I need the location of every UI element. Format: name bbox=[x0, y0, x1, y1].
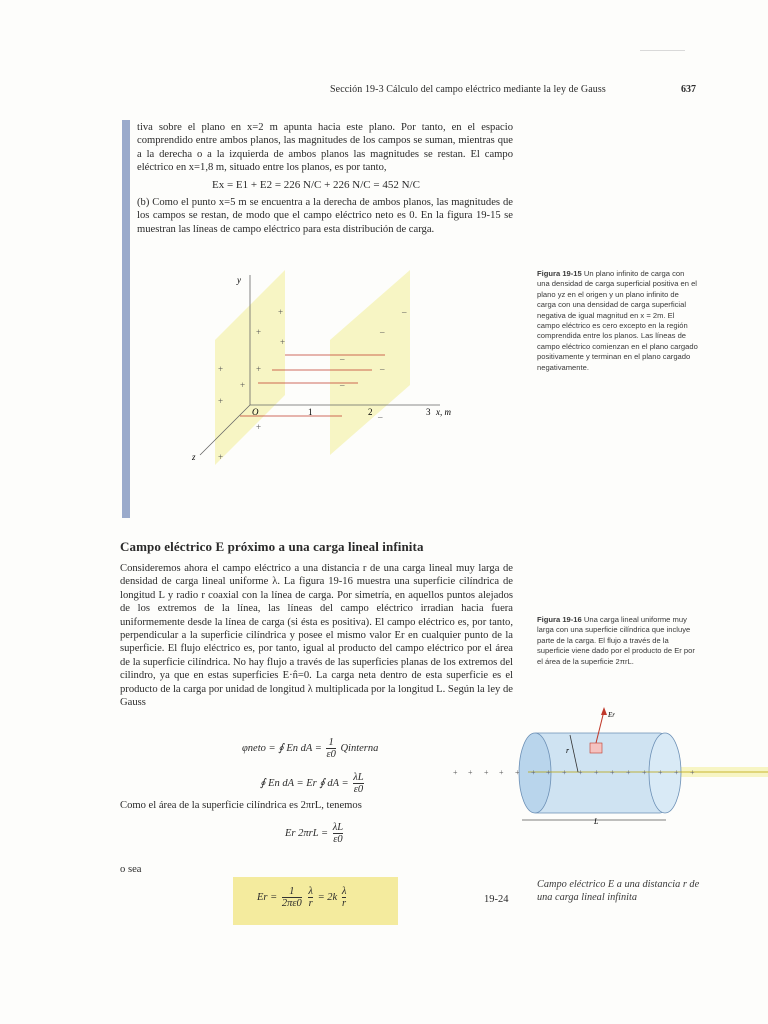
area-eq-lhs: Er 2πrL = bbox=[285, 827, 329, 839]
svg-text:+: + bbox=[658, 768, 663, 777]
tick-1: 1 bbox=[308, 407, 313, 417]
svg-text:–: – bbox=[340, 380, 345, 390]
x-axis-label: x, m bbox=[436, 407, 451, 417]
gauss-lhs: ∮ En dA = Er ∮ dA = bbox=[260, 777, 349, 789]
section-heading: Campo eléctrico E próximo a una carga lineal infinita bbox=[120, 539, 424, 554]
svg-text:+: + bbox=[218, 452, 224, 462]
svg-text:+: + bbox=[278, 307, 284, 317]
svg-text:+: + bbox=[562, 768, 567, 777]
field-sum-equation: Ex = E1 + E2 = 226 N/C + 226 N/C = 452 N/C bbox=[212, 179, 420, 191]
svg-text:–: – bbox=[380, 327, 385, 337]
top-rule bbox=[640, 50, 685, 51]
osea-text: o sea bbox=[120, 864, 142, 875]
area-equation bbox=[285, 822, 343, 845]
svg-text:+: + bbox=[240, 380, 246, 390]
svg-text:+: + bbox=[531, 768, 536, 777]
figure-19-16-caption bbox=[537, 615, 699, 667]
svg-text:+: + bbox=[610, 768, 615, 777]
figure-19-15 bbox=[180, 270, 480, 465]
gauss-equation bbox=[260, 772, 364, 795]
r-label: r bbox=[566, 746, 570, 755]
caption-text: Un plano infinito de carga con una densidad de carga superficial positiva en el plano yz en el origen y un plano infinito de carga con una densidad de carga superficial negativa de igual magnitud en x = 2m. El campo eléctrico es cero excepto en la región comprendida entre los planos. Las líneas de campo eléctrico comienzan en el plano cargado positivamente y terminan en el plano cargado negativamente. bbox=[537, 269, 698, 372]
tick-2: 2 bbox=[368, 407, 373, 417]
example-paragraph-1: tiva sobre el plano en x=2 m apunta hacia este plano. Por tanto, en el espacio comprendido entre ambos planos, las magnitudes de los campos se suman, mientras que a la derecha o a la izquierda de ambos planos las magnitudes se restan. El campo eléctrico en x=1,8 m, situado entre los planos, es por tanto, bbox=[137, 122, 513, 174]
caption-label: Figura 19-15 bbox=[537, 269, 582, 278]
y-axis-label: y bbox=[237, 275, 241, 285]
flux-lhs: φneto = bbox=[242, 742, 276, 754]
svg-text:+: + bbox=[256, 364, 262, 374]
svg-text:–: – bbox=[380, 364, 385, 374]
svg-text:+: + bbox=[626, 768, 631, 777]
example-sidebar-bar bbox=[122, 120, 130, 518]
figure-19-15-caption bbox=[537, 269, 699, 373]
field-arrowhead bbox=[601, 707, 607, 715]
fraction-lambdaL-eps0: $\frac{\lambda L}{\varepsilon 0}$ bbox=[353, 772, 364, 795]
svg-text:+: + bbox=[218, 364, 224, 374]
figure-19-16 bbox=[453, 705, 708, 830]
svg-text:+: + bbox=[546, 768, 551, 777]
equation-side-caption: Campo eléctrico E a una distancia r de una carga lineal infinita bbox=[537, 879, 700, 903]
svg-text:+: + bbox=[690, 768, 695, 777]
svg-text:+: + bbox=[256, 422, 262, 432]
origin-label: O bbox=[252, 407, 259, 417]
svg-text:–: – bbox=[340, 354, 345, 364]
boxed-result bbox=[233, 877, 398, 925]
area-sentence: Como el área de la superficie cilíndrica es 2πrL, tenemos bbox=[120, 800, 362, 811]
area-element bbox=[590, 743, 602, 753]
svg-text:+: + bbox=[468, 768, 473, 777]
caption-label: Figura 19-16 bbox=[537, 615, 582, 624]
svg-text:+: + bbox=[256, 327, 262, 337]
svg-text:+: + bbox=[218, 396, 224, 406]
section-paragraph: Consideremos ahora el campo eléctrico a una distancia r de una carga lineal muy larga de densidad de carga lineal uniforme λ. La figura 19-16 muestra una superficie cilíndrica de longitud L y radio r coaxial con la línea de carga. Por simetría, en aquellos puntos alejados de los extremos de la línea, las líneas del campo eléctrico irradian hacia fuera uniformemente desde la línea de carga (si ésta es positiva). El campo eléctrico es, por tanto, perpendicular a la superficie cilíndrica y posee el mismo valor Er en cualquier punto de la superficie. El flujo eléctrico es, por tanto, igual al producto del campo eléctrico por el área de la superficie cilíndrica. No hay flujo a través de las superficies planas de los extremos del cilindro, ya que en estas superficies E·n̂=0. La carga neta dentro de esta superficie es el producto de la carga por unidad de longitud λ multiplicada por la longitud L. Según la ley de Gauss bbox=[120, 563, 513, 709]
svg-text:+: + bbox=[674, 768, 679, 777]
svg-text:+: + bbox=[453, 768, 458, 777]
svg-text:+: + bbox=[499, 768, 504, 777]
flux-rhs: Qinterna bbox=[340, 742, 379, 754]
svg-text:+: + bbox=[594, 768, 599, 777]
page-number: 637 bbox=[681, 84, 696, 95]
example-paragraph-2: (b) Como el punto x=5 m se encuentra a la derecha de ambos planos, las magnitudes de los campos se restan, de modo que el campo eléctrico neto es 0. En la figura 19-15 se muestran las líneas de campo eléctrico para esta distribución de carga. bbox=[137, 197, 513, 235]
L-label: L bbox=[594, 817, 599, 826]
fraction-lambdaL-eps0-2: $\frac{\lambda L}{\varepsilon 0}$ bbox=[332, 822, 344, 845]
flux-mid: ∮ En dA = bbox=[278, 742, 322, 754]
flux-equation bbox=[242, 737, 378, 760]
svg-text:+: + bbox=[578, 768, 583, 777]
equation-number: 19-24 bbox=[484, 894, 509, 905]
E-label: Er bbox=[608, 711, 615, 719]
final-equation: Er = $\frac{1}{2\pi\varepsilon 0}$ $\frac{\lambda}{r}$ = 2k $\frac{\lambda}{r}$ bbox=[257, 886, 347, 909]
fraction-1-eps0: $\frac{1}{\varepsilon 0}$ bbox=[326, 737, 336, 760]
running-head: Sección 19-3 Cálculo del campo eléctrico mediante la ley de Gauss bbox=[330, 84, 606, 95]
z-axis-label: z bbox=[192, 452, 196, 462]
caption-text: Una carga lineal uniforme muy larga con una superficie cilíndrica que incluye parte de la carga. El flujo a través de la superficie viene dado por el producto de Er por el área de la superficie 2πrL. bbox=[537, 615, 695, 666]
tick-3: 3 bbox=[426, 407, 431, 417]
svg-text:+: + bbox=[484, 768, 489, 777]
svg-text:+: + bbox=[280, 337, 286, 347]
svg-text:+: + bbox=[515, 768, 520, 777]
svg-text:–: – bbox=[402, 307, 407, 317]
svg-text:+: + bbox=[642, 768, 647, 777]
svg-text:–: – bbox=[378, 412, 383, 422]
